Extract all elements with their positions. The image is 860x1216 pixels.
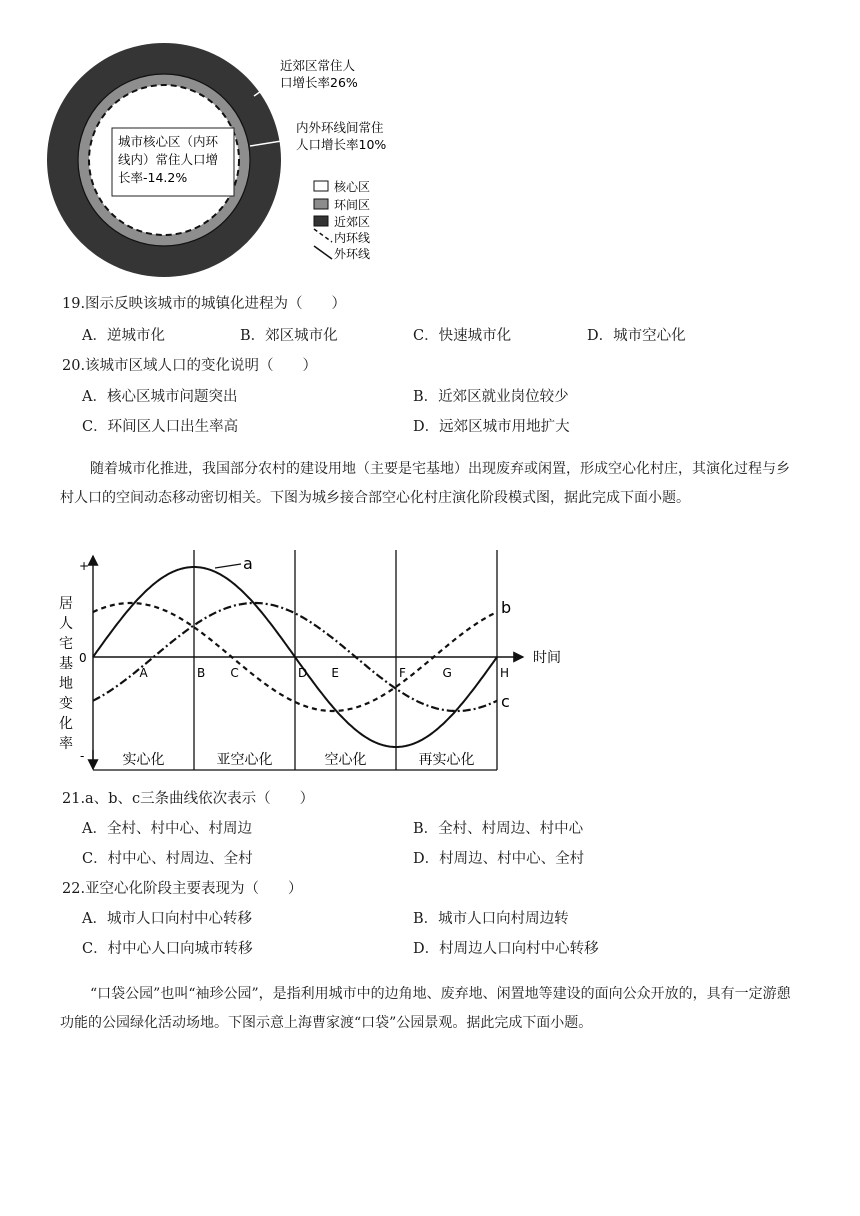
y-label-char: 宅 [59, 636, 73, 652]
y-axis-label [59, 596, 73, 752]
legend-label-ring: 环间区 [334, 198, 371, 212]
y-label-char: 基 [59, 656, 73, 672]
point-label-C: C [230, 666, 239, 680]
ring-figure [40, 40, 420, 285]
series-label-b: b [501, 598, 512, 617]
point-label-H: H [500, 666, 510, 680]
q21-option-d[interactable]: D．村周边、村中心、全村 [413, 851, 585, 867]
y-tick-zero: 0 [79, 651, 87, 665]
village-hollowing-chart [55, 550, 575, 775]
q20-option-a[interactable]: A．核心区城市问题突出 [82, 389, 238, 405]
y-label-char: 人 [59, 616, 73, 632]
series-label-a: a [243, 554, 253, 573]
core-label-line3: 长率-14.2% [118, 170, 188, 185]
q22-option-c[interactable]: C．村中心人口向城市转移 [82, 941, 253, 957]
legend-label-core: 核心区 [334, 180, 371, 194]
y-label-char: 地 [59, 676, 73, 692]
q20-option-c[interactable]: C．环间区人口出生率高 [82, 419, 239, 435]
point-label-A: A [139, 666, 148, 680]
legend-swatch-core [314, 181, 328, 191]
x-axis-label: 时间 [533, 650, 561, 666]
y-label-char: 化 [59, 716, 73, 732]
q20-stem: 20.该城市区域人口的变化说明（ ） [62, 358, 318, 374]
intro-paragraph-village: 随着城市化推进，我国部分农村的建设用地（主要是宅基地）出现废弃或闲置，形成空心化村庄，其演化过程与乡村人口的空间动态移动密切相关。下图为城乡接合部空心化村庄演化阶段模式图，据此完成下面小题。 [60, 461, 790, 506]
point-label-B: B [197, 666, 206, 680]
outer-label-line2: 口增长率26% [280, 75, 358, 90]
stage-label: 亚空心化 [216, 752, 273, 768]
legend-label-outer-line: 外环线 [334, 247, 371, 261]
legend-outer-line [314, 246, 332, 259]
q19-option-c[interactable]: C．快速城市化 [413, 328, 512, 344]
q22-option-b[interactable]: B．城市人口向村周边转 [413, 911, 569, 927]
q21-option-a[interactable]: A．全村、村中心、村周边 [82, 821, 252, 837]
point-label-F: F [399, 666, 406, 680]
outer-label-line1: 近郊区常住人 [280, 58, 356, 73]
ring-label-line2: 人口增长率10% [296, 137, 387, 152]
ring-legend [314, 179, 370, 261]
ring-label-line1: 内外环线间常住 [296, 120, 384, 135]
q21-option-c[interactable]: C．村中心、村周边、全村 [82, 851, 253, 867]
legend-swatch-suburb [314, 216, 328, 226]
y-label-char: 率 [59, 736, 73, 752]
core-label-line1: 城市核心区（内环 [118, 134, 219, 149]
y-tick-plus: + [79, 559, 90, 573]
y-label-char: 居 [59, 596, 73, 612]
stage-label: 空心化 [324, 752, 367, 768]
q21-stem: 21.a、b、c三条曲线依次表示（ ） [62, 791, 315, 807]
q19-option-b[interactable]: B．郊区城市化 [240, 328, 338, 344]
series-a-leader [215, 564, 241, 568]
q20-option-d[interactable]: D．远郊区城市用地扩大 [413, 419, 570, 435]
q22-stem: 22.亚空心化阶段主要表现为（ ） [62, 881, 303, 897]
stage-label: 再实心化 [418, 752, 475, 768]
point-label-E: E [331, 666, 339, 680]
intro-paragraph-pocket-park: “口袋公园”也叫“袖珍公园”，是指利用城市中的边角地、废弃地、闲置地等建设的面向公众开放的，具有一定游憩功能的公园绿化活动场地。下图示意上海曹家渡“口袋”公园景观。据此完成下面小题。 [60, 986, 791, 1031]
series-label-c: c [501, 692, 510, 711]
outer-label-leader [254, 78, 280, 96]
legend-label-suburb: 近郊区 [334, 215, 371, 229]
point-label-D: D [298, 666, 308, 680]
q19-option-d[interactable]: D．城市空心化 [587, 328, 686, 344]
point-label-G: G [442, 666, 452, 680]
y-tick-minus: - [80, 749, 85, 763]
q21-option-b[interactable]: B．全村、村周边、村中心 [413, 821, 584, 837]
core-label-line2: 线内）常住人口增 [118, 152, 219, 167]
stage-label: 实心化 [122, 752, 165, 768]
q22-option-d[interactable]: D．村周边人口向村中心转移 [413, 941, 599, 957]
q20-option-b[interactable]: B．近郊区就业岗位较少 [413, 389, 569, 405]
q19-option-a[interactable]: A．逆城市化 [82, 328, 165, 344]
legend-swatch-ring [314, 199, 328, 209]
q19-stem: 19.图示反映该城市的城镇化进程为（ ） [62, 296, 347, 312]
legend-inner-line [314, 229, 332, 242]
q22-option-a[interactable]: A．城市人口向村中心转移 [82, 911, 252, 927]
y-label-char: 变 [59, 696, 73, 712]
legend-label-inner-line: 内环线 [334, 231, 371, 245]
